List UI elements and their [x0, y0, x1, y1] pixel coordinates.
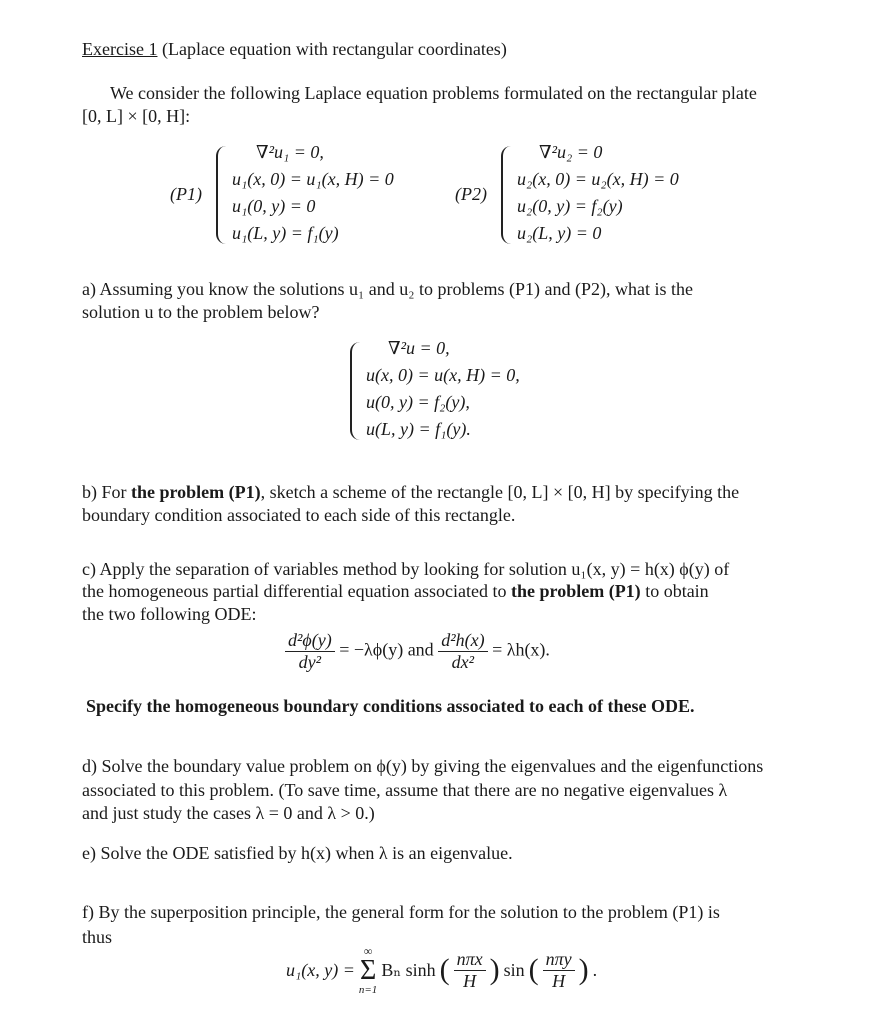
fraction-y	[543, 949, 575, 992]
title-label: Exercise 1	[82, 39, 158, 59]
p2-label: (P2)	[455, 184, 487, 204]
p2-row: ∇²u₂ = 0	[539, 142, 603, 162]
numerator: nπx	[454, 949, 486, 971]
exercise-title	[82, 38, 507, 60]
intro-line-2: [0, L] × [0, H]:	[82, 106, 191, 126]
p1-row: ∇²u₁ = 0,	[256, 142, 324, 162]
numerator: d²ϕ(y)	[285, 630, 335, 652]
denominator: H	[463, 970, 477, 991]
numerator: nπy	[543, 949, 575, 971]
sum-lower: n=1	[358, 983, 378, 996]
fraction-h	[438, 630, 487, 673]
b-bold: the problem (P1)	[131, 482, 261, 502]
question-c-line-3: the two following ODE:	[82, 604, 257, 624]
ode-end: = λh(x).	[492, 639, 550, 660]
ode-middle: = −λϕ(y) and	[339, 639, 439, 660]
sum-upper: ∞	[363, 943, 373, 958]
question-c-line-2	[82, 580, 709, 602]
question-a-line-2: solution u to the problem below?	[82, 302, 320, 322]
paren: )	[578, 953, 589, 986]
fraction-phi	[285, 630, 335, 673]
p1-row: u₁(x, 0) = u₁(x, H) = 0	[232, 169, 394, 189]
sin-label: sin	[503, 959, 525, 980]
question-d-line-2: associated to this problem. (To save time, assume that there are no negative eigenvalues λ	[82, 780, 728, 800]
question-f-line-2: thus	[82, 927, 113, 947]
combined-row: u(L, y) = f₁(y).	[366, 419, 471, 439]
paren: )	[489, 953, 500, 986]
c-text: to obtain	[640, 581, 709, 601]
question-a-line-1: a) Assuming you know the solutions u₁ and u₂ to problems (P1) and (P2), what is the	[82, 279, 694, 299]
paren: (	[439, 953, 450, 986]
question-e: e) Solve the ODE satisfied by h(x) when λ is an eigenvalue.	[82, 843, 513, 863]
p2-row: u₂(L, y) = 0	[517, 223, 602, 243]
p2-brace	[501, 146, 511, 244]
formula-lhs: u₁(x, y) =	[286, 959, 355, 980]
p1-row: u₁(L, y) = f₁(y)	[232, 223, 339, 243]
p1-row: u₁(0, y) = 0	[232, 196, 316, 216]
paren: (	[528, 953, 539, 986]
c-text: the homogeneous partial differential equation associated to	[82, 581, 512, 601]
b-text: b) For	[82, 482, 131, 502]
formula-term: Bₙ sinh	[381, 959, 436, 980]
numerator: d²h(x)	[438, 630, 487, 652]
combined-row: u(x, 0) = u(x, H) = 0,	[366, 365, 520, 385]
sum-symbol: Σ	[359, 954, 377, 986]
specify-instruction: Specify the homogeneous boundary conditions associated to each of these ODE.	[86, 696, 695, 716]
period: .	[592, 959, 598, 980]
combined-row: u(0, y) = f₂(y),	[366, 392, 470, 412]
question-b-line-1	[82, 481, 739, 503]
p2-row: u₂(x, 0) = u₂(x, H) = 0	[517, 169, 679, 189]
denominator: dy²	[298, 652, 322, 672]
series-formula	[286, 940, 597, 1000]
p2-row: u₂(0, y) = f₂(y)	[517, 196, 623, 216]
question-f-line-1: f) By the superposition principle, the general form for the solution to the problem (P1) is	[82, 902, 720, 922]
c-bold: the problem (P1)	[511, 581, 641, 601]
b-text: , sketch a scheme of the rectangle [0, L] × [0, H] by specifying the	[260, 482, 740, 502]
denominator: H	[552, 970, 566, 991]
question-d-line-3: and just study the cases λ = 0 and λ > 0.)	[82, 803, 375, 823]
p1-brace	[216, 146, 226, 244]
p1-label: (P1)	[170, 184, 202, 204]
question-c-line-1: c) Apply the separation of variables method by looking for solution u₁(x, y) = h(x) ϕ(y) of	[82, 559, 730, 579]
question-d-line-1: d) Solve the boundary value problem on ϕ(y) by giving the eigenvalues and the eigenfunctions	[82, 756, 764, 776]
summation	[359, 945, 377, 996]
question-b-line-2: boundary condition associated to each side of this rectangle.	[82, 505, 516, 525]
title-subtitle: (Laplace equation with rectangular coordinates)	[161, 39, 507, 59]
combined-row: ∇²u = 0,	[388, 338, 450, 358]
intro-line-1: We consider the following Laplace equation problems formulated on the rectangular plate	[110, 83, 757, 103]
combined-brace	[350, 342, 360, 440]
denominator: dx²	[451, 652, 475, 672]
fraction-x	[454, 949, 486, 992]
ode-equation	[285, 630, 550, 673]
